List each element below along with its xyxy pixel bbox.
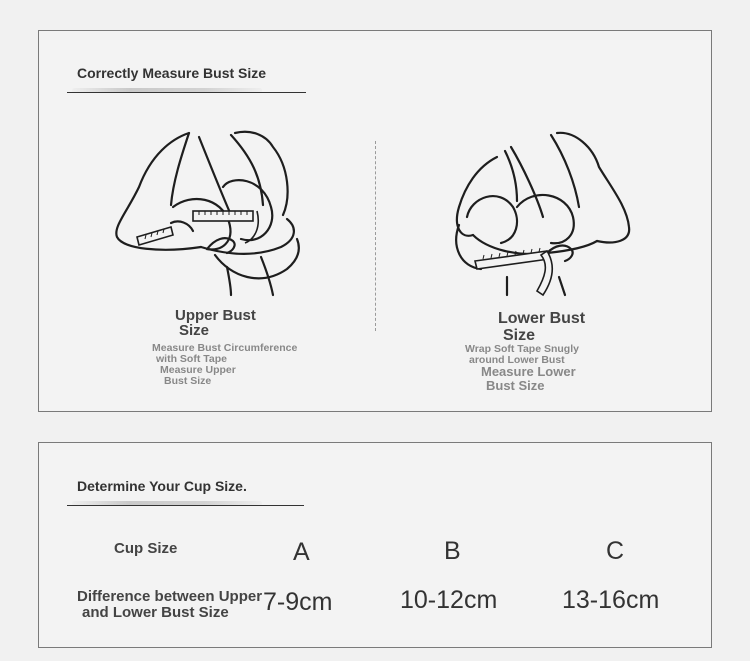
cup-size-panel: [38, 442, 712, 648]
cup-section-title: Determine Your Cup Size.: [77, 478, 247, 494]
cup-range-c: 13-16cm: [562, 586, 660, 614]
lower-bust-desc-line3: Measure Lower: [481, 364, 576, 379]
measure-section-title: Correctly Measure Bust Size: [77, 65, 267, 81]
upper-bust-title-line1: Upper Bust: [175, 307, 256, 324]
measure-bust-panel: [38, 30, 712, 412]
upper-bust-title-line2: Size: [179, 322, 210, 339]
difference-label-line1: Difference between Upper: [77, 588, 263, 605]
lower-bust-desc-line1: Wrap Soft Tape Snugly: [465, 343, 579, 355]
cup-size-label: Cup Size: [114, 540, 178, 557]
upper-bust-desc-line1: Measure Bust Circumference: [152, 342, 298, 354]
title-underline: [67, 505, 304, 506]
title-underline: [67, 92, 306, 93]
illustration-divider: [375, 141, 376, 331]
cup-letter-a: A: [293, 538, 310, 566]
upper-bust-illustration: [111, 127, 301, 297]
cup-range-a: 7-9cm: [263, 588, 333, 616]
lower-bust-title-line1: Lower Bust: [498, 310, 586, 327]
cup-letter-b: B: [444, 537, 461, 565]
difference-label-line2: and Lower Bust Size: [82, 604, 229, 621]
lower-bust-illustration: [447, 127, 637, 297]
upper-bust-desc-line4: Bust Size: [164, 375, 212, 387]
cup-letter-c: C: [606, 537, 625, 565]
upper-bust-desc-line2: with Soft Tape: [156, 353, 227, 365]
upper-bust-desc-line3: Measure Upper: [160, 364, 236, 376]
cup-range-b: 10-12cm: [400, 586, 498, 614]
lower-bust-title-line2: Size: [503, 327, 536, 344]
lower-bust-desc-line2: around Lower Bust: [469, 354, 565, 366]
lower-bust-desc-line4: Bust Size: [486, 378, 545, 393]
